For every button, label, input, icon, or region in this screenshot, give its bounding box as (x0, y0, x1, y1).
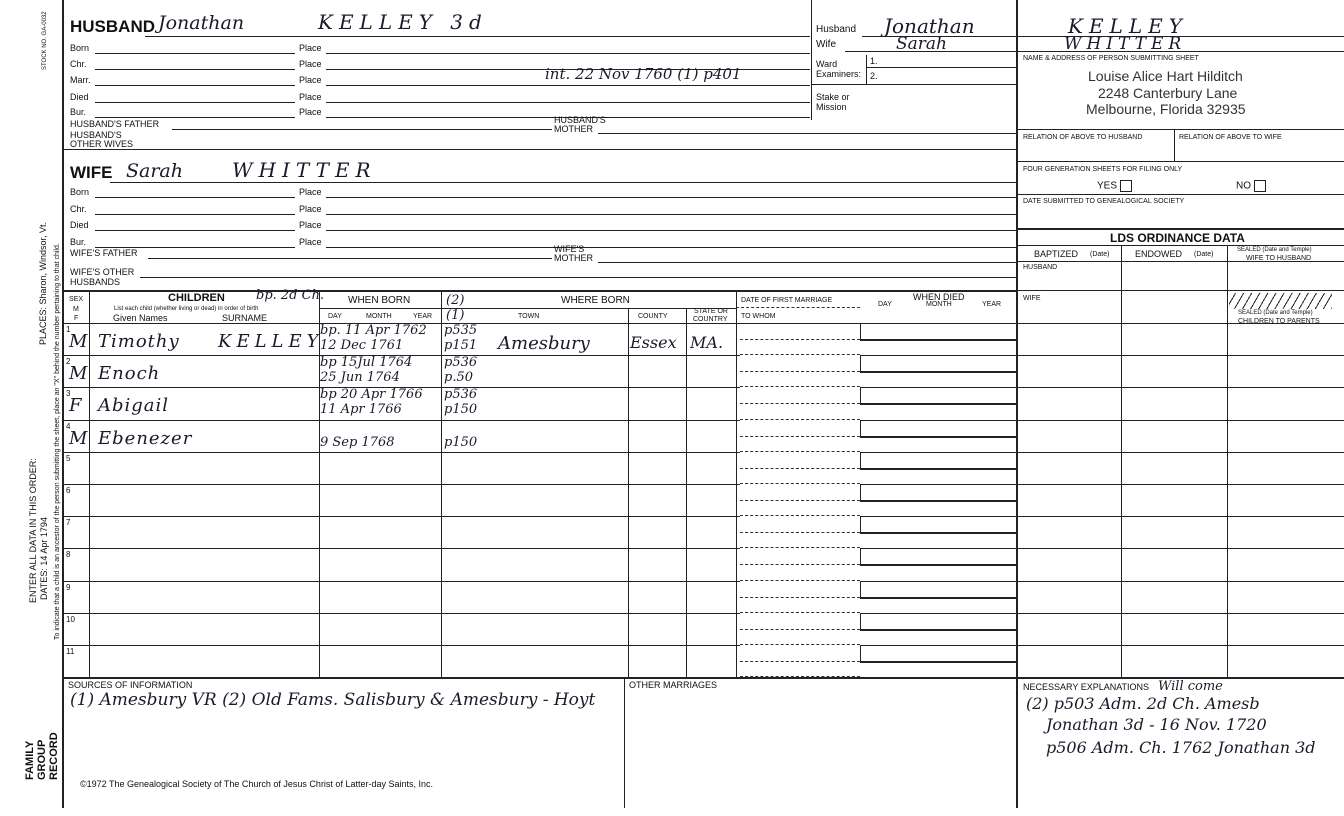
wife-0-date-line (95, 197, 295, 198)
child-row (62, 548, 1016, 580)
child-marriage-dash-1 (740, 468, 860, 469)
child-marriage-dash-1 (740, 500, 860, 501)
endowed-date-label: (Date) (1194, 251, 1214, 258)
husband-3-label: Died (70, 92, 89, 102)
family-group-record: FAMILY GROUP RECORD (24, 732, 60, 780)
child-row (62, 355, 1016, 387)
places-note: PLACES: Sharon, Windsor, Vt. (38, 221, 48, 345)
husband-4-date-line (95, 117, 295, 118)
nec-line-4: p506 Adm. Ch. 1762 Jonathan 3d (1046, 738, 1316, 757)
relation-husband-label: RELATION OF ABOVE TO HUSBAND (1023, 134, 1143, 141)
nec-line-1: Will come (1158, 679, 1223, 694)
no-label: NO (1236, 180, 1251, 192)
child-marriage-dash-1 (740, 403, 860, 404)
child-born-top: bp. 11 Apr 1762 (320, 323, 427, 338)
yes-checkbox[interactable] (1120, 180, 1132, 192)
submitter-street: 2248 Canterbury Lane (1098, 85, 1238, 101)
wifes-other-husbands-label-1: WIFE'S OTHER (70, 267, 135, 277)
child-marriage-dash-1 (740, 597, 860, 598)
children-heading: CHILDREN (168, 292, 225, 304)
born-day-label: DAY (328, 313, 342, 320)
child-sex: M (69, 427, 88, 449)
four-gen-label: FOUR GENERATION SHEETS FOR FILING ONLY (1023, 166, 1183, 173)
wife-1-date-line (95, 214, 295, 215)
husbands-other-wives-label-2: OTHER WIVES (70, 139, 134, 149)
lds-row-line (1016, 516, 1344, 517)
wifes-mother-label-1: WIFE'S (554, 244, 585, 254)
child-died-line-1 (860, 532, 1016, 534)
lds-row-line (1016, 355, 1344, 356)
child-row (62, 387, 1016, 419)
necessary-label: NECESSARY EXPLANATIONS (1023, 682, 1150, 692)
sealed-wife-label-2: WIFE TO HUSBAND (1246, 255, 1312, 262)
examiner-1: 1. (870, 56, 878, 66)
where-born-label: WHERE BORN (561, 295, 630, 306)
child-marriage-dash-1 (740, 629, 860, 630)
child-born: 9 Sep 1768 (320, 434, 395, 450)
lds-wife-label: WIFE (1023, 295, 1041, 302)
child-ref-top: p536 (444, 355, 478, 371)
child-marriage-dash-1 (740, 564, 860, 565)
child-died-line-1 (860, 564, 1016, 566)
child-marriage-dash-1 (740, 371, 860, 372)
husband-3-date-line (95, 102, 295, 103)
child-died-line-1 (860, 468, 1016, 470)
four-gen-no[interactable] (1236, 180, 1266, 192)
child-born: 25 Jun 1764 (320, 370, 400, 386)
husband-2-place-line (326, 85, 810, 86)
child-number: 3 (66, 389, 71, 399)
baptized-date-label: (Date) (1090, 251, 1110, 258)
wife-1-place-line (326, 214, 1016, 215)
lds-row-line (1016, 613, 1344, 614)
child-died-tick (860, 420, 861, 436)
child-number: 4 (66, 421, 71, 431)
stock-number: STOCK NO. GA-0032 (42, 11, 48, 70)
child-marriage-dash-1 (740, 661, 860, 662)
child-given-name: Ebenezer (98, 427, 193, 449)
child-died-tick (860, 323, 861, 339)
wife-0-place-label: Place (299, 187, 322, 197)
child-number: 1 (66, 325, 71, 334)
husband-4-label: Bur. (70, 107, 87, 117)
child-sex: M (69, 363, 88, 385)
died-year-label: YEAR (982, 301, 1002, 308)
wifes-mother-label-2: MOTHER (554, 253, 593, 263)
child-number: 7 (66, 518, 71, 528)
child-state: MA. (690, 333, 724, 352)
wife-surname: WHITTER (232, 158, 377, 182)
submitter-name: Louise Alice Hart Hilditch (1088, 68, 1243, 84)
born-month-label: MONTH (366, 313, 392, 320)
husbands-father-label: HUSBAND'S FATHER (70, 119, 160, 129)
child-number: 6 (66, 486, 71, 495)
child-marriage-dash-1 (740, 436, 860, 437)
wife-1-place-label: Place (299, 204, 322, 214)
submitter-city: Melbourne, Florida 32935 (1086, 101, 1246, 117)
enter-all-note: ENTER ALL DATA IN THIS ORDER: (28, 458, 38, 603)
child-ref: p151 (444, 338, 478, 353)
child-row (62, 645, 1016, 677)
ref-marks: (2) (1) (446, 293, 465, 323)
husband-marr-note: int. 22 Nov 1760 (1) p401 (545, 65, 742, 83)
child-number: 8 (66, 550, 71, 560)
state-label-1: STATE OR (694, 308, 728, 315)
lds-row-line (1016, 484, 1344, 485)
child-row (62, 613, 1016, 645)
child-died-line-1 (860, 629, 1016, 631)
husband-heading: HUSBAND (70, 17, 155, 36)
wife-given-name: Sarah (126, 160, 183, 182)
ward-label: Ward (816, 59, 838, 69)
rh-husband-given: Jonathan (884, 14, 975, 38)
child-row (62, 484, 1016, 516)
child-number: 2 (66, 357, 71, 367)
lds-husband-label: HUSBAND (1023, 264, 1058, 271)
wife-heading: WIFE (70, 163, 113, 182)
relation-wife-label: RELATION OF ABOVE TO WIFE (1179, 134, 1282, 141)
wife-3-place-label: Place (299, 237, 322, 247)
wife-0-place-line (326, 197, 1016, 198)
child-died-line-1 (860, 436, 1016, 438)
child-died-tick (860, 645, 861, 661)
sex-label: SEX (69, 296, 84, 303)
child-surname: KELLEY (218, 331, 324, 352)
to-whom-label: TO WHOM (741, 313, 776, 320)
child-died-tick (860, 581, 861, 597)
copyright: ©1972 The Genealogical Society of The Church of Jesus Christ of Latter-day Saints, Inc. (80, 779, 433, 789)
sources-text: (1) Amesbury VR (2) Old Fams. Salisbury & Amesbury - Hoyt (70, 690, 596, 710)
child-died-tick (860, 548, 861, 564)
child-died-tick (860, 484, 861, 500)
indicate-note: To indicate that a child is an ancestor of the person submitting the sheet, place an "X" behind the number pertaining to that child. (54, 243, 61, 640)
child-given-name: Enoch (98, 363, 161, 385)
date-submitted-label: DATE SUBMITTED TO GENEALOGICAL SOCIETY (1023, 198, 1185, 205)
sex-f-label: F (74, 315, 79, 322)
died-month-label: MONTH (926, 301, 952, 308)
husband-4-place-label: Place (299, 107, 322, 117)
child-given-name: Abigail (98, 395, 170, 417)
lds-row-line (1016, 387, 1344, 388)
examiners-label: Examiners: (816, 69, 862, 79)
child-town: Amesbury (498, 333, 590, 354)
child-number: 9 (66, 582, 71, 592)
other-marriages-label: OTHER MARRIAGES (629, 680, 718, 690)
husband-0-place-line (326, 53, 810, 54)
child-county: Essex (630, 333, 677, 352)
endowed-label: ENDOWED (1135, 249, 1182, 259)
child-born: 11 Apr 1766 (320, 402, 402, 418)
lds-row-line (1016, 420, 1344, 421)
when-born-label: WHEN BORN (348, 295, 411, 306)
husband-0-date-line (95, 53, 295, 54)
wifes-other-husbands-label-2: HUSBANDS (70, 277, 121, 287)
child-row (62, 452, 1016, 484)
surname-label: SURNAME (222, 313, 268, 323)
lds-row-line (1016, 645, 1344, 646)
county-label: COUNTY (638, 313, 668, 320)
sources-label: SOURCES OF INFORMATION (68, 680, 193, 690)
child-died-line-1 (860, 661, 1016, 663)
born-year-label: YEAR (413, 313, 433, 320)
child-died-line-1 (860, 597, 1016, 599)
rh-husband-surname: KELLEY (1068, 14, 1188, 38)
submitter-label: NAME & ADDRESS OF PERSON SUBMITTING SHEET (1023, 55, 1199, 62)
lds-title: LDS ORDINANCE DATA (1110, 231, 1245, 245)
yes-label: YES (1097, 180, 1118, 192)
sealed-wife-label-1: SEALED (Date and Temple) (1237, 247, 1312, 253)
wife-2-label: Died (70, 220, 89, 230)
died-day-label: DAY (878, 301, 892, 308)
child-died-tick (860, 516, 861, 532)
wife-1-label: Chr. (70, 204, 87, 214)
child-died-tick (860, 387, 861, 403)
husband-2-label: Marr. (70, 75, 91, 85)
child-number: 11 (66, 647, 75, 656)
given-names-label: Given Names (113, 313, 168, 323)
wife-3-label: Bur. (70, 237, 87, 247)
husband-2-date-line (95, 85, 295, 86)
sealed-hatch (1229, 293, 1332, 309)
child-born-top: bp 20 Apr 1766 (320, 387, 423, 403)
rh-husband-label: Husband (816, 24, 857, 35)
child-row (62, 323, 1016, 355)
child-row (62, 581, 1016, 613)
husband-surname: KELLEY 3d (318, 10, 488, 34)
wife-2-place-line (326, 230, 1016, 231)
wife-0-label: Born (70, 187, 90, 197)
child-died-line-1 (860, 500, 1016, 502)
child-died-line-1 (860, 403, 1016, 405)
sex-m-label: M (73, 306, 79, 313)
state-label-2: COUNTRY (693, 316, 728, 323)
lds-row-line (1016, 452, 1344, 453)
wife-2-place-label: Place (299, 220, 322, 230)
child-born: 12 Dec 1761 (320, 338, 404, 353)
sealed-children-label-1: SEALED (Date and Temple) (1238, 310, 1313, 316)
child-ref: p150 (444, 434, 478, 450)
husbands-other-wives-label-1: HUSBAND'S (70, 130, 122, 140)
nec-line-3: Jonathan 3d - 16 Nov. 1720 (1046, 715, 1267, 734)
child-ref: p150 (444, 402, 478, 418)
husband-1-date-line (95, 69, 295, 70)
children-note: bp. 2d Ch. (256, 288, 325, 303)
stake-label-2: Mission (816, 102, 847, 112)
lds-row-line (1016, 548, 1344, 549)
husband-3-place-label: Place (299, 92, 322, 102)
wifes-father-label: WIFE'S FATHER (70, 248, 138, 258)
child-died-line-1 (860, 371, 1016, 373)
town-label: TOWN (518, 313, 540, 320)
sealed-children-label-2: CHILDREN TO PARENTS (1238, 318, 1320, 325)
child-died-tick (860, 452, 861, 468)
husband-0-place-label: Place (299, 43, 322, 53)
child-ref-top: p536 (444, 387, 478, 403)
husband-given-name: Jonathan (158, 12, 245, 34)
child-ref: p.50 (444, 370, 473, 386)
nec-line-2: (2) p503 Adm. 2d Ch. Amesb (1026, 694, 1260, 713)
child-died-tick (860, 613, 861, 629)
child-row (62, 516, 1016, 548)
husband-1-label: Chr. (70, 59, 87, 69)
when-died-label: WHEN DIED (913, 292, 965, 302)
rh-wife-surname: WHITTER (1064, 34, 1187, 54)
wife-3-place-line (326, 247, 1016, 248)
child-row (62, 420, 1016, 452)
rh-wife-given: Sarah (896, 34, 947, 54)
stake-label-1: Stake or (816, 92, 850, 102)
first-marriage-label: DATE OF FIRST MARRIAGE (741, 297, 833, 304)
child-given-name: Timothy (98, 331, 180, 352)
child-ref-top: p535 (444, 323, 478, 338)
child-number: 10 (66, 614, 75, 624)
rh-wife-label: Wife (816, 39, 836, 50)
child-marriage-dash-1 (740, 532, 860, 533)
child-died-line-1 (860, 339, 1016, 341)
husbands-mother-label-2: MOTHER (554, 124, 593, 134)
child-marriage-dash-1 (740, 339, 860, 340)
husband-2-place-label: Place (299, 75, 322, 85)
child-sex: M (69, 331, 88, 352)
husband-1-place-label: Place (299, 59, 322, 69)
baptized-label: BAPTIZED (1034, 249, 1079, 259)
child-number: 5 (66, 453, 71, 463)
lds-row-line (1016, 581, 1344, 582)
husbands-mother-label-1: HUSBAND'S (554, 115, 606, 125)
child-sex: F (69, 395, 82, 417)
no-checkbox[interactable] (1254, 180, 1266, 192)
child-died-tick (860, 355, 861, 371)
wife-2-date-line (95, 230, 295, 231)
dates-note: DATES: 14 Apr 1794 (39, 517, 49, 600)
child-born-top: bp 15Jul 1764 (320, 355, 413, 371)
four-gen-yes[interactable] (1097, 180, 1132, 192)
husband-0-label: Born (70, 43, 90, 53)
list-note: List each child (whether living or dead) in order of birth (114, 306, 259, 312)
husband-3-place-line (326, 102, 810, 103)
examiner-2: 2. (870, 71, 878, 81)
